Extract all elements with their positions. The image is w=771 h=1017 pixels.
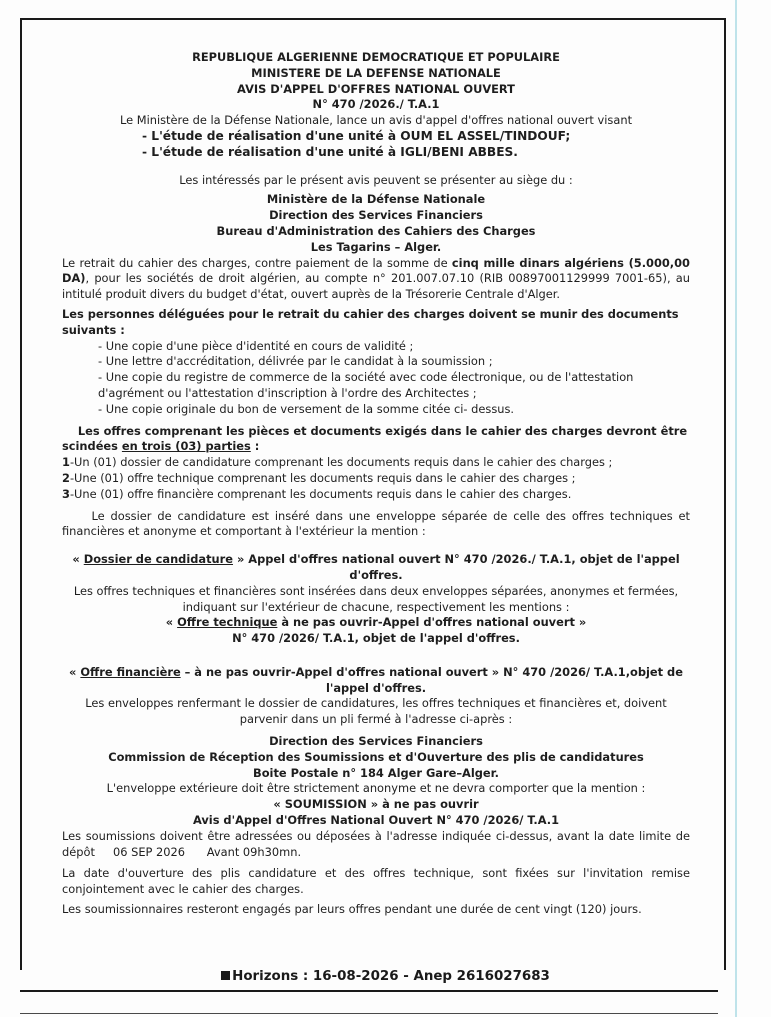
siege-line-4: Les Tagarins – Alger. (310, 239, 442, 254)
offres-text-c: : (250, 439, 260, 454)
offre-item-2 (62, 471, 690, 487)
square-bullet-icon (221, 971, 230, 980)
mention-candidature-quote: « (72, 552, 84, 567)
envelope-paragraph: L'enveloppe extérieure doit être strictement anonyme et ne devra comporter que la mention : (106, 781, 646, 796)
intro-item-1: - L'étude de réalisation d'une unité à OUM EL ASSEL/TINDOUF; (142, 128, 571, 143)
offre-item-1 (62, 455, 690, 471)
notice-body (62, 50, 690, 918)
deposit-text: Les soumissions doivent être adressées ou déposées à l'adresse indiquée ci-dessus, avant la date limite de dépôt (62, 828, 690, 859)
mention-candidature (62, 552, 690, 584)
mention-technique-quote: « (165, 615, 178, 630)
siege-line-2: Direction des Services Financiers (269, 208, 483, 223)
intro-text: Le Ministère de la Défense Nationale, lance un avis d'appel d'offres national ouvert visant (119, 113, 633, 128)
offres-paragraph (62, 424, 690, 456)
publication-footer (0, 969, 771, 984)
siege-text: Les intéressés par le présent avis peuvent se présenter au siège du : (179, 172, 573, 187)
retrait-paragraph (62, 256, 690, 303)
offre-item-2-number: 2 (62, 470, 70, 485)
siege-line-3: Bureau d'Administration des Cahiers des Charges (216, 223, 536, 238)
offre-item-3 (62, 487, 690, 503)
offre-item-1-number: 1 (62, 455, 70, 470)
footer-rule-top (20, 990, 718, 992)
opening-paragraph: La date d'ouverture des plis candidature et des offres technique, sont fixées sur l'invitation remise conjointement avec le cahier des charges. (62, 866, 690, 897)
mention-technique-ref: N° 470 /2026/ T.A.1, objet de l'appel d'offres. (232, 631, 520, 646)
offre-item-3-text: -Une (01) offre financière comprenant les documents requis dans le cahier des charges. (69, 486, 572, 501)
mention-technique (62, 615, 690, 631)
document-item-2: - Une lettre d'accréditation, délivrée par le candidat à la soumission ; (98, 354, 493, 369)
mention-financiere-text: – à ne pas ouvrir-Appel d'offres national ouvert » N° 470 /2026/ T.A.1,objet de l'appel d'offres. (180, 664, 683, 695)
retrait-text-c: , pour les sociétés de droit algérien, au compte n° 201.007.07.10 (RIB 00897001129999 7001-65), au intitulé produit divers du budget d'état, ouvert auprès de la Trésorerie Centrale d'Alger. (62, 271, 690, 302)
page-edge (735, 0, 737, 1017)
offre-item-3-number: 3 (62, 486, 70, 501)
mention-financiere-quote: « (69, 664, 81, 679)
offres-three-parts: en trois (03) parties (121, 439, 251, 454)
technique-financiere-paragraph: Les offres techniques et financières sont insérées dans deux enveloppes séparées, anonymes et fermées, indiquant sur l'extérieur de chacune, respectivement les mentions : (73, 583, 679, 614)
retrait-delegation: Les personnes déléguées pour le retrait du cahier des charges doivent se munir des documents suivants : (62, 306, 679, 337)
offre-item-2-text: -Une (01) offre technique comprenant les documents requis dans le cahier des charges ; (69, 470, 576, 485)
address-line-3: Boite Postale n° 184 Alger Gare–Alger. (253, 765, 499, 780)
retrait-text-a: Le retrait du cahier des charges, contre paiement de la somme de (62, 255, 452, 270)
siege-line-1: Ministère de la Défense Nationale (266, 192, 486, 207)
header-line-2: MINISTERE DE LA DEFENSE NATIONALE (251, 65, 501, 80)
candidature-paragraph (62, 509, 690, 541)
candidature-text: Le dossier de candidature est inséré dans une enveloppe séparée de celle des offres techniques et financières et anonyme et comportant à l'extérieur la mention : (62, 508, 691, 539)
document-item-3: - Une copie du registre de commerce de la société avec code électronique, ou de l'attestation d'agrément ou l'attestation d'inscription à l'ordre des Architectes ; (98, 370, 634, 400)
document-item-4: - Une copie originale du bon de versement de la somme citée ci- dessus. (98, 401, 515, 416)
footer-rule-bottom (20, 1013, 718, 1014)
soumission-mention: « SOUMISSION » à ne pas ouvrir (273, 797, 479, 812)
footer-text: Horizons : 16-08-2026 - Anep 2616027683 (232, 969, 550, 984)
header-line-1: REPUBLIQUE ALGERIENNE DEMOCRATIQUE ET POPULAIRE (192, 50, 560, 64)
offres-text-a: Les offres comprenant les pièces et documents exigés dans le cahier des charges devront être scindées (62, 423, 688, 454)
mention-technique-text: à ne pas ouvrir-Appel d'offres national ouvert » (277, 615, 587, 630)
mention-financiere-label: Offre financière (80, 664, 181, 679)
mention-financiere (62, 665, 690, 697)
mention-candidature-label: Dossier de candidature (83, 552, 233, 567)
address-line-2: Commission de Réception des Soumissions et d'Ouverture des plis de candidatures (108, 749, 644, 764)
deposit-paragraph (62, 829, 690, 861)
intro-item-2: - L'étude de réalisation d'une unité à IGLI/BENI ABBES. (142, 144, 518, 159)
address-line-1: Direction des Services Financiers (269, 734, 483, 749)
mention-candidature-text: » Appel d'offres national ouvert N° 470 /2026./ T.A.1, objet de l'appel d'offres. (232, 552, 680, 582)
mention-technique-label: Offre technique (177, 615, 278, 630)
retrait-amount: cinq mille dinars algériens (5.000,00 DA) (62, 255, 690, 286)
soumission-ref: Avis d'Appel d'Offres National Ouvert N° 470 /2026/ T.A.1 (192, 813, 560, 828)
offre-item-1-text: -Un (01) dossier de candidature comprenant les documents requis dans le cahier des charges ; (69, 455, 613, 470)
envoi-paragraph: Les enveloppes renfermant le dossier de candidatures, les offres techniques et financières et, doivent parvenir dans un pli fermé à l'adresse ci-après : (85, 696, 667, 727)
header-ref: N° 470 /2026./ T.A.1 (312, 97, 440, 112)
engagement-paragraph: Les soumissionnaires resteront engagés par leurs offres pendant une durée de cent vingt (120) jours. (62, 902, 642, 917)
deposit-time: Avant 09h30mn. (206, 844, 302, 859)
deposit-date: 06 SEP 2026 (113, 844, 186, 859)
document-item-1: - Une copie d'une pièce d'identité en cours de validité ; (98, 338, 414, 353)
header-line-3: AVIS D'APPEL D'OFFRES NATIONAL OUVERT (237, 81, 515, 96)
